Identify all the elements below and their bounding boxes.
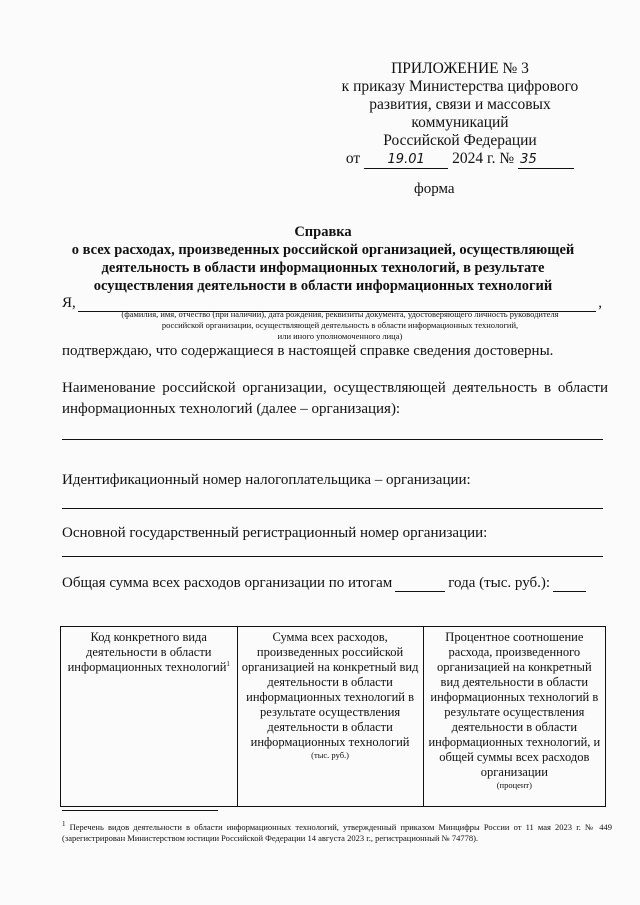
appendix-header: [330, 60, 590, 169]
declarant-hint: [70, 309, 610, 342]
hint-line-2: российской организации, осуществляющей деятельность в области информационных технологий,: [161, 320, 519, 330]
form-label: форма: [414, 181, 455, 197]
document-title: [40, 223, 606, 295]
order-number-handwritten: 35: [518, 152, 574, 169]
declarant-prefix: Я,: [62, 295, 76, 311]
ogrn-label: Основной государственный регистрационный номер организации:: [62, 525, 488, 541]
expenses-table: [60, 626, 606, 807]
footnote-text: Перечень видов деятельности в области информационных технологий, утвержденный приказом Минцифры России от 11 мая 2023 г. № 449 (зарегистрирован Министерством юстиции Российской Федерации 14 августа 2023 г., регистрационный № 74778).: [62, 822, 612, 843]
total-sum-line: [62, 575, 589, 592]
footnote-mark-1: 1: [226, 659, 230, 668]
footnote: [62, 822, 612, 844]
table-header-row: [61, 627, 606, 807]
column-header-expense-sum: [237, 627, 423, 807]
column-header-activity-code: [61, 627, 238, 807]
declarant-suffix: ,: [598, 295, 602, 311]
column-header-percentage-text: Процентное соотношение расхода, произведенного организацией на конкретный вид деятельности в области информационных технологий в результате осуществления деятельности в области информационных технологий, и общей суммы всех расходов организации: [428, 630, 601, 779]
org-name-input-line[interactable]: [62, 439, 603, 440]
column-header-expense-sum-text: Сумма всех расходов, произведенных российской организацией на конкретный вид деятельности в области информационных технологий в результате осуществления деятельности в области информационных технологий: [241, 630, 419, 749]
inn-input-line[interactable]: [62, 508, 603, 509]
column-header-percentage: [423, 627, 605, 807]
org-name-label: Наименование российской организации, осуществляющей деятельность в области информационных технологий (далее – организация):: [62, 380, 608, 417]
order-prefix: от: [345, 150, 361, 167]
footnote-separator: [62, 810, 218, 811]
appendix-order-line5: Российской Федерации: [383, 132, 537, 149]
ogrn-input-line[interactable]: [62, 556, 603, 557]
title-line-2: деятельность в области информационных технологий, в результате: [101, 260, 545, 276]
order-reference: [330, 150, 590, 169]
hint-line-3: или иного уполномоченного лица): [277, 331, 403, 341]
column-header-expense-sum-unit: (тыс. руб.): [311, 750, 349, 760]
order-date-handwritten: 19.01: [364, 152, 448, 169]
title-line-3: осуществления деятельности в области информационных технологий: [93, 278, 553, 294]
appendix-title: ПРИЛОЖЕНИЕ № 3: [391, 60, 529, 77]
total-sum-input-blank[interactable]: [553, 576, 586, 592]
title-heading: Справка: [294, 224, 352, 240]
appendix-order-line2: к приказу Министерства цифрового: [341, 78, 579, 95]
column-header-percentage-unit: (процент): [496, 780, 532, 790]
appendix-order-line4: коммуникаций: [411, 114, 509, 131]
total-sum-prefix: Общая сумма всех расходов организации по итогам: [62, 575, 393, 591]
total-sum-middle: года (тыс. руб.):: [448, 575, 551, 591]
order-year: 2024 г. №: [452, 150, 515, 167]
appendix-order-line3: развития, связи и массовых: [369, 96, 551, 113]
footnote-mark: 1: [62, 820, 66, 829]
column-header-activity-code-text: Код конкретного вида деятельности в области информационных технологий: [67, 630, 227, 674]
year-input-blank[interactable]: [395, 576, 445, 592]
confirmation-text: подтверждаю, что содержащиеся в настоящей справке сведения достоверны.: [62, 343, 554, 359]
inn-label: Идентификационный номер налогоплательщика – организации:: [62, 472, 471, 488]
hint-line-1: (фамилия, имя, отчество (при наличии), дата рождения, реквизиты документа, удостоверяющего личность руководителя: [121, 309, 559, 319]
title-line-1: о всех расходах, произведенных российской организацией, осуществляющей: [71, 242, 575, 258]
